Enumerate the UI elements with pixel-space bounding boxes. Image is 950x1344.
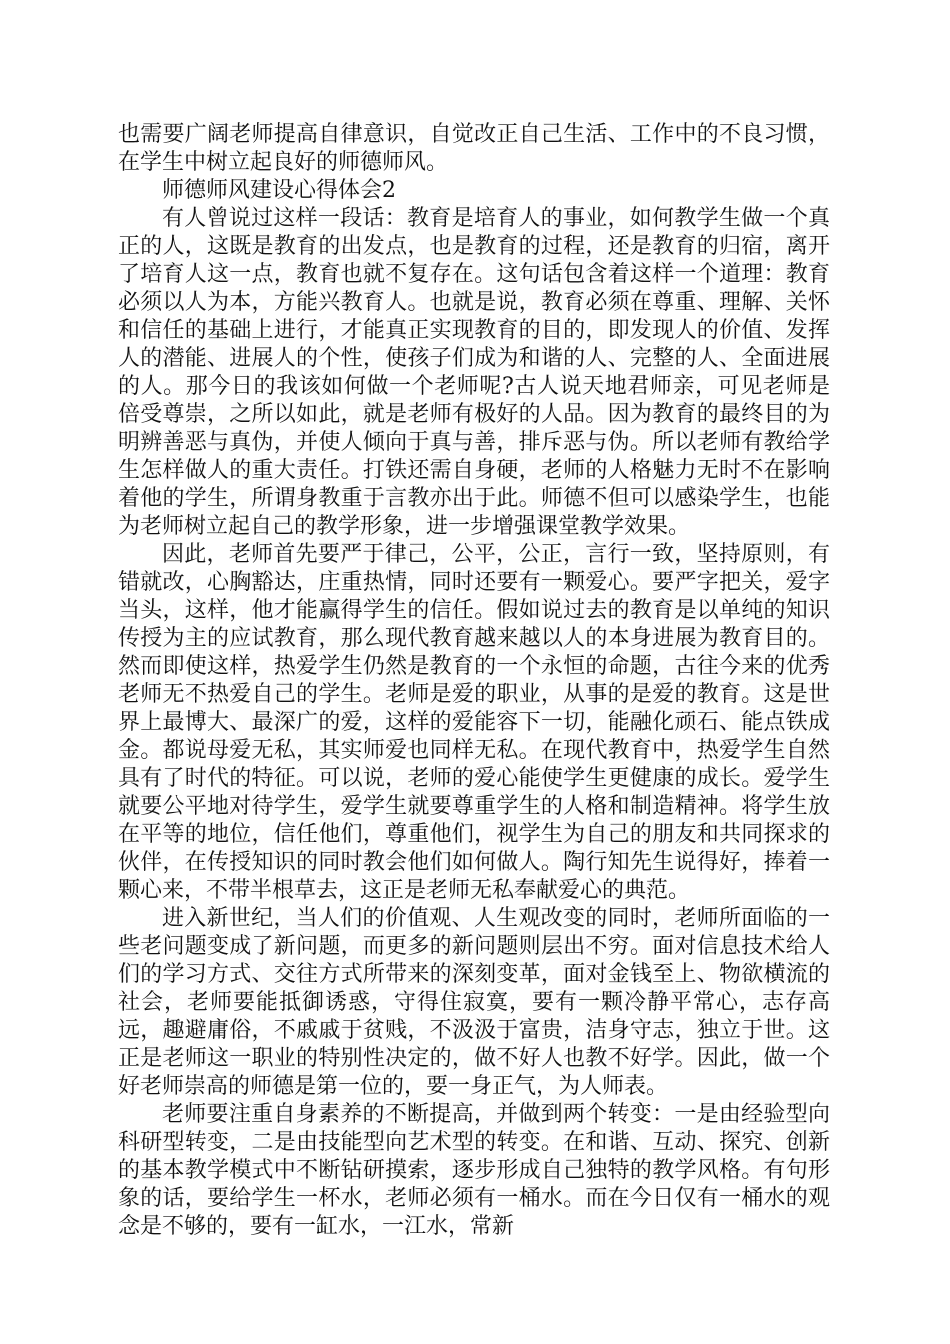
document-body — [118, 121, 830, 1241]
paragraph: 因此，老师首先要严于律己，公平，公正，言行一致，坚持原则，有错就改，心胸豁达，庄重热情，同时还要有一颗爱心。要严字把关，爱字当头，这样，他才能赢得学生的信任。假如说过去的教育是以单纯的知识传授为主的应试教育，那么现代教育越来越以人的本身进展为教育目的。然而即使这样，热爱学生仍然是教育的一个永恒的命题，古往今来的优秀老师无不热爱自己的学生。老师是爱的职业，从事的是爱的教育。这是世界上最博大、最深广的爱，这样的爱能容下一切，能融化顽石、能点铁成金。都说母爱无私，其实师爱也同样无私。在现代教育中，热爱学生自然具有了时代的特征。可以说，老师的爱心能使学生更健康的成长。爱学生就要公平地对待学生，爱学生就要尊重学生的人格和制造精神。将学生放在平等的地位，信任他们，尊重他们，视学生为自己的朋友和共同探求的伙伴，在传授知识的同时教会他们如何做人。陶行知先生说得好，捧着一颗心来，不带半根草去，这正是老师无私奉献爱心的典范。 — [118, 542, 830, 903]
section-heading: 师德师风建设心得体会2 — [162, 178, 396, 203]
paragraph: 老师要注重自身素养的不断提高，并做到两个转变：一是由经验型向科研型转变，二是由技能型向艺术型的转变。在和谐、互动、探究、创新的基本教学模式中不断钻研摸索，逐步形成自己独特的教学风格。有句形象的话，要给学生一杯水，老师必须有一桶水。而在今日仅有一桶水的观念是不够的，要有一缸水，一江水，常新 — [118, 1102, 830, 1239]
paragraph: 进入新世纪，当人们的价值观、人生观改变的同时，老师所面临的一些老问题变成了新问题，而更多的新问题则层出不穷。面对信息技术给人们的学习方式、交往方式所带来的深刻变革，面对金钱至上、物欲横流的社会，老师要能抵御诱惑，守得住寂寞，要有一颗冷静平常心，志存高远，趣避庸俗，不戚戚于贫贱，不汲汲于富贵，洁身守志，独立于世。这正是老师这一职业的特别性决定的，做不好人也教不好学。因此，做一个好老师崇高的师德是第一位的，要一身正气，为人师表。 — [118, 906, 830, 1099]
paragraph-continuation: 也需要广阔老师提高自律意识，自觉改正自己生活、工作中的不良习惯，在学生中树立起良好的师德师风。 — [118, 122, 830, 175]
paragraph: 有人曾说过这样一段话：教育是培育人的事业，如何教学生做一个真正的人，这既是教育的出发点，也是教育的过程，还是教育的归宿，离开了培育人这一点，教育也就不复存在。这句话包含着这样一个道理：教育必须以人为本，方能兴教育人。也就是说，教育必须在尊重、理解、关怀和信任的基础上进行，才能真正实现教育的目的，即发现人的价值、发挥人的潜能、进展人的个性，使孩子们成为和谐的人、完整的人、全面进展的人。那今日的我该如何做一个老师呢?古人说天地君师亲，可见老师是倍受尊崇，之所以如此，就是老师有极好的人品。因为教育的最终目的为明辨善恶与真伪，并使人倾向于真与善，排斥恶与伪。所以老师有教给学生怎样做人的重大责任。打铁还需自身硬，老师的人格魅力无时不在影响着他的学生，所谓身教重于言教亦出于此。师德不但可以感染学生，也能为老师树立起自己的教学形象，进一步增强课堂教学效果。 — [118, 206, 830, 539]
